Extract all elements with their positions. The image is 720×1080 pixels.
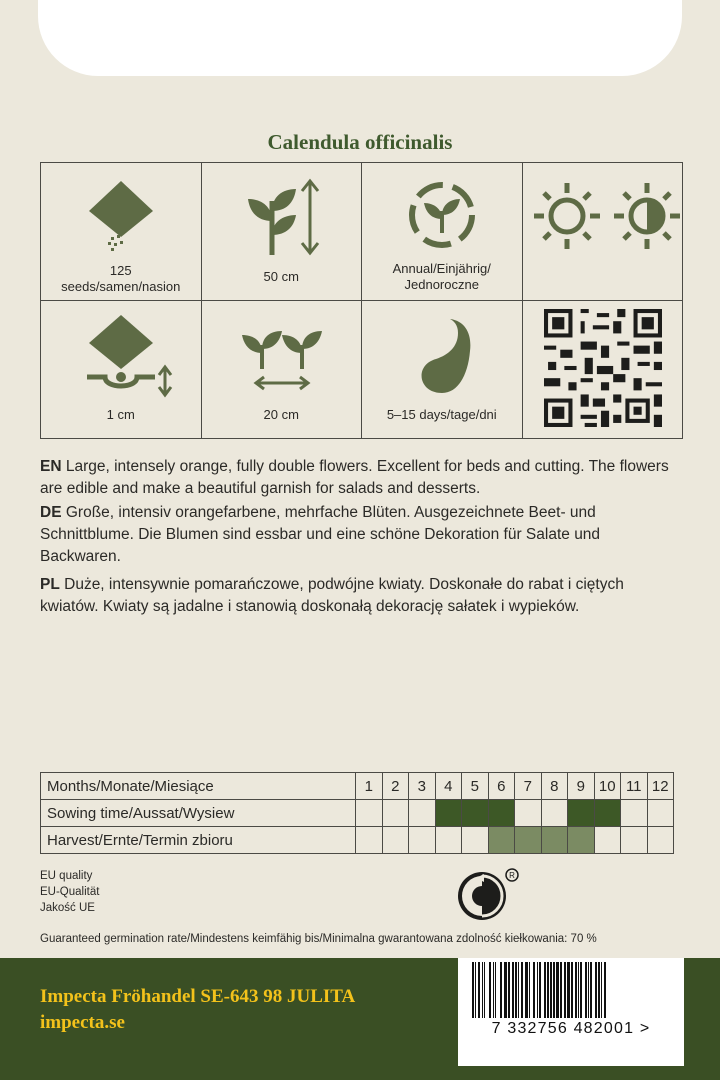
harvest-month-filled — [515, 827, 542, 854]
depth-cell — [41, 301, 202, 439]
sun-cell — [522, 163, 683, 301]
month-cell: 9 — [568, 773, 595, 800]
company-address: Impecta Fröhandel SE-643 98 JULITA — [40, 986, 356, 1007]
sowing-label: Sowing time/Aussat/Wysiew — [41, 800, 356, 827]
sowing-month-empty — [382, 800, 409, 827]
barcode-bar — [550, 962, 552, 1018]
harvest-month-empty — [594, 827, 621, 854]
website-link[interactable]: impecta.se — [40, 1012, 125, 1033]
lifecycle-line-2: Jednoroczne — [404, 277, 479, 292]
barcode-bar — [515, 962, 517, 1018]
harvest-month-empty — [462, 827, 489, 854]
description-de — [40, 502, 680, 568]
month-cell: 8 — [541, 773, 568, 800]
months-row — [41, 773, 674, 800]
barcode-bar — [578, 962, 579, 1018]
seeds-unit: seeds/samen/nasion — [61, 279, 181, 294]
month-cell: 3 — [409, 773, 436, 800]
germination-time: 5–15 days/tage/dni — [386, 407, 497, 422]
harvest-month-filled — [568, 827, 595, 854]
green-dot-recycling-icon — [456, 866, 522, 922]
qr-code-icon[interactable] — [544, 309, 662, 427]
barcode-bar — [580, 962, 582, 1018]
plant-height: 50 cm — [263, 269, 299, 284]
lang-code-de: DE — [40, 504, 62, 521]
barcode-bar — [529, 962, 530, 1018]
barcode-bar — [601, 962, 602, 1018]
seeds-count: 125 — [109, 263, 132, 278]
quality-line-en: EU quality — [40, 870, 93, 882]
harvest-month-empty — [356, 827, 383, 854]
spacing-cell — [201, 301, 362, 439]
harvest-label: Harvest/Ernte/Termin zbioru — [41, 827, 356, 854]
harvest-month-empty — [409, 827, 436, 854]
barcode-bar — [585, 962, 587, 1018]
barcode-bar — [489, 962, 491, 1018]
barcode-bar — [504, 962, 507, 1018]
sowing-month-empty — [356, 800, 383, 827]
sowing-month-filled — [435, 800, 462, 827]
barcode-bar — [598, 962, 600, 1018]
sowing-month-filled — [594, 800, 621, 827]
description-text-pl: Duże, intensywnie pomarańczowe, podwójne kwiaty. Doskonałe do rabat i ciętych kwiatów. Kwiaty są jadalne i stanowią doskonałą dekorację sałatek i wypieków. — [40, 576, 624, 615]
eu-quality-block — [40, 868, 99, 916]
sowing-depth: 1 cm — [106, 407, 135, 422]
sowing-month-filled — [568, 800, 595, 827]
barcode-bar — [539, 962, 541, 1018]
months-label: Months/Monate/Miesiące — [41, 773, 356, 800]
sun-exposure-icon — [523, 171, 683, 261]
plant-height-icon — [202, 171, 362, 261]
barcode-bar — [495, 962, 496, 1018]
harvest-month-filled — [541, 827, 568, 854]
barcode-bar — [512, 962, 514, 1018]
month-cell: 1 — [356, 773, 383, 800]
month-cell: 2 — [382, 773, 409, 800]
barcode-bar — [560, 962, 562, 1018]
month-cell: 5 — [462, 773, 489, 800]
quality-line-de: EU-Qualität — [40, 886, 100, 898]
sowing-month-empty — [621, 800, 648, 827]
barcode-bar — [575, 962, 577, 1018]
harvest-month-empty — [647, 827, 674, 854]
barcode-bar — [567, 962, 570, 1018]
plant-spacing-icon — [202, 309, 362, 399]
barcode-bars — [458, 958, 684, 1020]
annual-cycle-icon — [362, 171, 522, 261]
barcode-bar — [508, 962, 510, 1018]
barcode-bar — [564, 962, 566, 1018]
barcode-bar — [521, 962, 523, 1018]
height-cell — [201, 163, 362, 301]
barcode-bar — [544, 962, 546, 1018]
month-cell: 6 — [488, 773, 515, 800]
barcode-bar — [547, 962, 549, 1018]
plant-spacing: 20 cm — [263, 407, 299, 422]
barcode-bar — [571, 962, 573, 1018]
barcode-bar — [478, 962, 480, 1018]
barcode-bar — [590, 962, 592, 1018]
sowing-month-empty — [541, 800, 568, 827]
harvest-row — [41, 827, 674, 854]
barcode-bar — [533, 962, 535, 1018]
barcode-bar — [472, 962, 474, 1018]
barcode-bar — [493, 962, 494, 1018]
sowing-month-filled — [462, 800, 489, 827]
sowing-row — [41, 800, 674, 827]
lang-code-pl: PL — [40, 576, 60, 593]
qr-cell — [522, 301, 683, 439]
month-cell: 11 — [621, 773, 648, 800]
svg-text:R: R — [509, 871, 515, 880]
lang-code-en: EN — [40, 458, 62, 475]
harvest-month-empty — [382, 827, 409, 854]
barcode-bar — [556, 962, 559, 1018]
barcode-bar — [553, 962, 555, 1018]
info-icon-grid — [40, 162, 683, 439]
barcode-bar — [604, 962, 606, 1018]
sowing-month-empty — [409, 800, 436, 827]
description-text-en: Large, intensely orange, fully double flowers. Excellent for beds and cutting. The flowers are edible and make a beautiful garnish for salads and desserts. — [40, 458, 669, 497]
barcode-bar — [537, 962, 538, 1018]
seeds-cell — [41, 163, 202, 301]
barcode-bar — [588, 962, 589, 1018]
barcode-bar — [500, 962, 502, 1018]
germination-cell — [362, 301, 523, 439]
lifecycle-cell — [362, 163, 523, 301]
description-en — [40, 456, 680, 500]
sowing-depth-icon — [41, 309, 201, 399]
page-title: Calendula officinalis — [267, 130, 453, 154]
sowing-month-filled — [488, 800, 515, 827]
harvest-month-empty — [435, 827, 462, 854]
germination-rate: Guaranteed germination rate/Mindestens keimfähig bis/Minimalna gwarantowana zdolność kiełkowania: 70 % — [40, 933, 597, 945]
sowing-month-empty — [515, 800, 542, 827]
germinating-seed-icon — [362, 309, 522, 399]
month-cell: 7 — [515, 773, 542, 800]
barcode-bar — [518, 962, 519, 1018]
barcode — [458, 958, 684, 1066]
barcode-bar — [484, 962, 485, 1018]
sowing-calendar — [40, 772, 674, 854]
description-pl — [40, 574, 680, 618]
sowing-month-empty — [647, 800, 674, 827]
barcode-bar — [595, 962, 597, 1018]
seed-packet-icon — [41, 171, 201, 261]
quality-line-pl: Jakość UE — [40, 902, 95, 914]
barcode-bar — [525, 962, 528, 1018]
barcode-bar — [475, 962, 476, 1018]
barcode-bar — [482, 962, 483, 1018]
month-cell: 10 — [594, 773, 621, 800]
barcode-digits: 7 332756 482001 > — [491, 1020, 651, 1037]
lifecycle-line-1: Annual/Einjährig/ — [392, 261, 491, 276]
harvest-month-filled — [488, 827, 515, 854]
month-cell: 12 — [647, 773, 674, 800]
hanging-tab-cutout — [38, 0, 682, 76]
harvest-month-empty — [621, 827, 648, 854]
month-cell: 4 — [435, 773, 462, 800]
description-text-de: Große, intensiv orangefarbene, mehrfache Blüten. Ausgezeichnete Beet- und Schnittblume. Die Blumen sind essbar und eine schöne Dekoration für Salate und Backwaren. — [40, 504, 601, 565]
